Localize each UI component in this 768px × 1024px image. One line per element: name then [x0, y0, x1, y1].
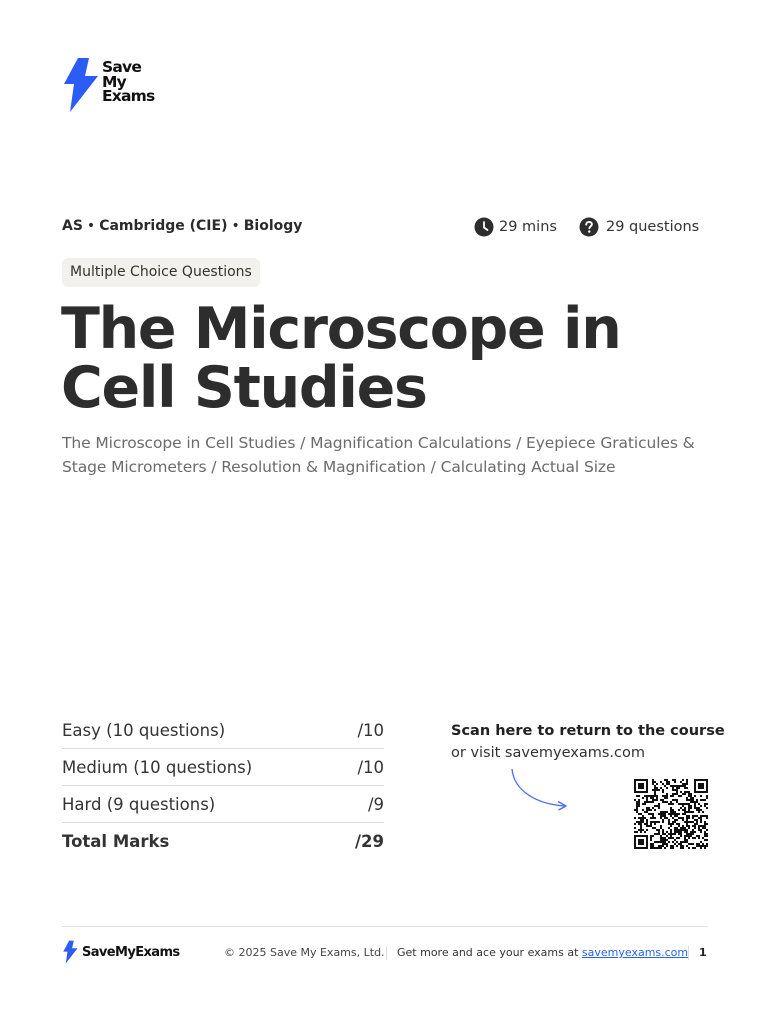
- total-value: /29: [355, 831, 384, 851]
- marks-row-hard: [62, 786, 384, 823]
- questions-count-label: 29 questions: [605, 219, 700, 235]
- cta-text: Get more and ace your exams at: [397, 946, 582, 959]
- scan-heading: Scan here to return to the course: [451, 723, 725, 739]
- board-label: Cambridge (CIE): [99, 218, 228, 234]
- footer-cta: [397, 946, 688, 959]
- breadcrumb: [62, 218, 302, 234]
- question-icon: [579, 217, 599, 237]
- topic-list: The Microscope in Cell Studies / Magnification Calculations / Eyepiece Graticules & Stage Micrometers / Resolution & Magnification / Calculating Actual Size: [62, 434, 695, 476]
- page-number: 1: [699, 946, 707, 959]
- question-type-badge: Multiple Choice Questions: [62, 258, 260, 287]
- marks-table: [62, 712, 384, 859]
- marks-row-total: [62, 823, 384, 859]
- exam-stats: [474, 217, 699, 237]
- difficulty-label: Hard (9 questions): [62, 794, 216, 814]
- difficulty-label: Medium (10 questions): [62, 757, 253, 777]
- marks-value: /10: [357, 757, 384, 777]
- time-label: 29 mins: [499, 219, 557, 235]
- logo-wordmark: [102, 60, 182, 104]
- footer-brand: SaveMyExams: [82, 944, 180, 960]
- marks-value: /9: [367, 794, 384, 814]
- marks-row-easy: [62, 712, 384, 749]
- logo-line-exams: Exams: [102, 87, 155, 105]
- difficulty-label: Easy (10 questions): [62, 720, 226, 740]
- footer-logo: [62, 940, 180, 964]
- separator: •: [231, 218, 240, 234]
- marks-row-medium: [62, 749, 384, 786]
- curved-arrow-icon: [505, 766, 575, 814]
- scan-visit-text: or visit savemyexams.com: [451, 745, 645, 761]
- logo-line-save: Save: [102, 58, 142, 76]
- level-label: AS: [62, 218, 83, 234]
- lightning-bolt-icon: [61, 58, 99, 112]
- logo-line-my: My: [102, 72, 126, 91]
- clock-icon: [474, 217, 494, 237]
- footer-separator: [386, 946, 387, 960]
- qr-code[interactable]: [634, 779, 708, 849]
- footer-divider: [62, 926, 708, 927]
- footer-separator: [688, 946, 689, 960]
- page-title: The Microscope in Cell Studies: [61, 296, 621, 421]
- lightning-bolt-icon: [62, 940, 78, 964]
- subject-label: Biology: [243, 218, 303, 234]
- total-label: Total Marks: [62, 831, 170, 851]
- separator: •: [86, 218, 96, 234]
- copyright: © 2025 Save My Exams, Ltd.: [224, 946, 385, 959]
- marks-value: /10: [357, 720, 384, 740]
- website-link[interactable]: savemyexams.com: [581, 946, 689, 959]
